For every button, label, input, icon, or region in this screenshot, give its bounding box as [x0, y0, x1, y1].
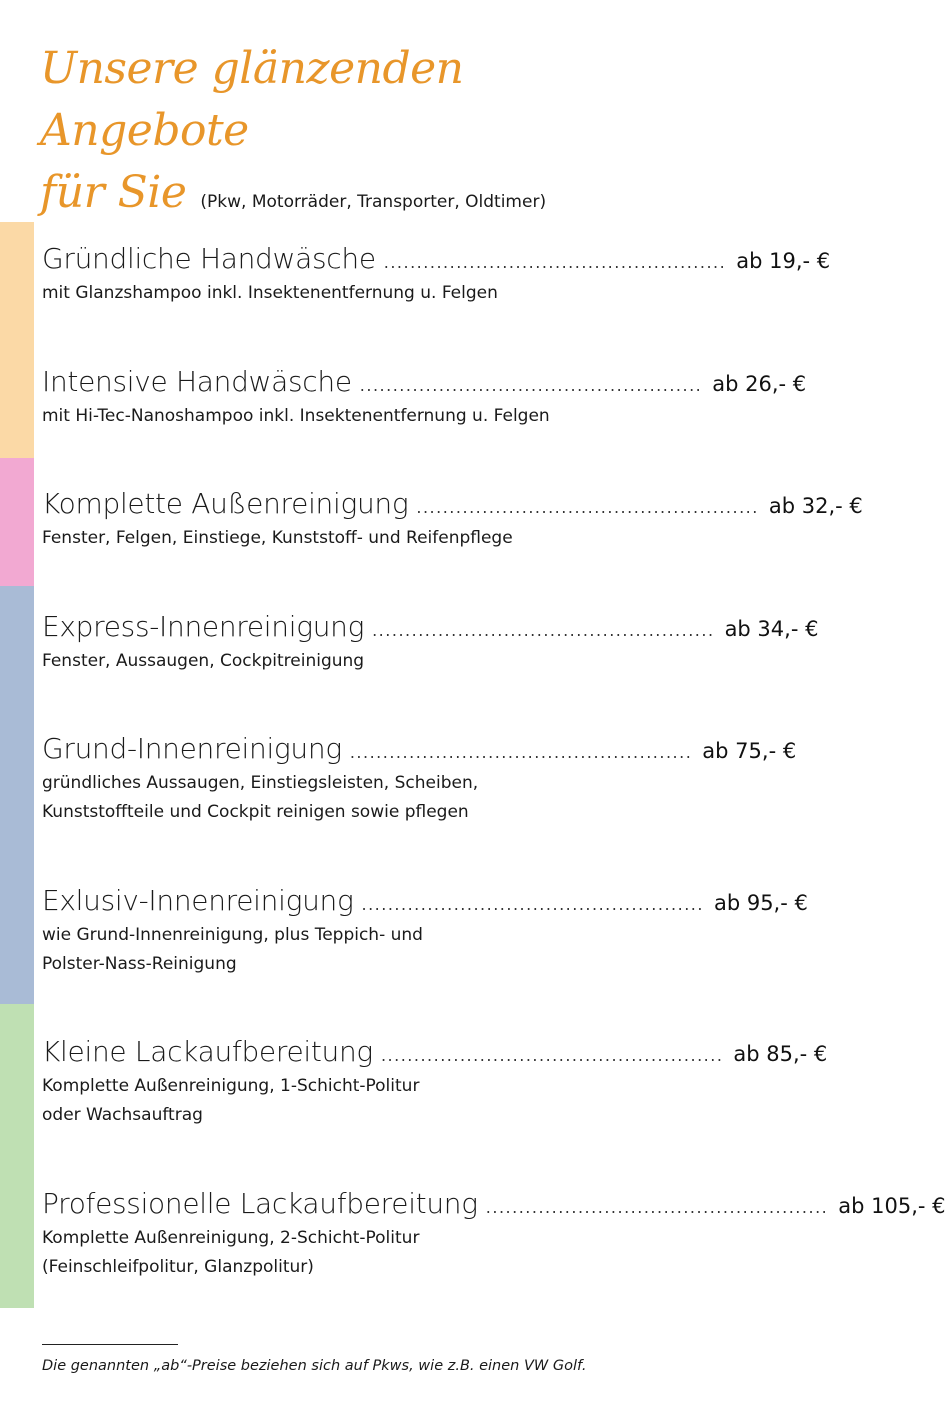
dot-leader: .................................................... — [416, 498, 759, 517]
service-item — [42, 1035, 828, 1130]
dot-leader: .................................................... — [380, 1046, 724, 1065]
title-line-2-row — [40, 162, 660, 233]
service-item — [42, 732, 797, 827]
dot-leader: .................................................... — [349, 743, 693, 762]
service-description: Fenster, Aussaugen, Cockpitreinigung — [42, 651, 365, 671]
service-item — [42, 242, 831, 308]
service-description: Komplette Außenreinigung, 2-Schicht-Politur (Feinschleifpolitur, Glanzpolitur) — [42, 1228, 420, 1277]
service-price: ab 75,- € — [702, 739, 797, 763]
service-header — [42, 365, 807, 398]
service-price: ab 26,- € — [712, 372, 807, 396]
service-description: Fenster, Felgen, Einstiege, Kunststoff- und Reifenpflege — [42, 528, 513, 548]
service-header — [42, 732, 797, 765]
color-bar-blue — [0, 586, 34, 1004]
service-name: Komplette Außenreinigung — [42, 487, 409, 520]
service-name: Grund-Innenreinigung — [42, 732, 342, 765]
page-title — [40, 38, 660, 233]
service-header — [42, 884, 808, 917]
service-price: ab 32,- € — [768, 494, 863, 518]
color-bar-pink — [0, 458, 34, 586]
service-header — [42, 1035, 828, 1068]
service-item — [42, 1187, 945, 1282]
service-description: mit Glanzshampoo inkl. Insektenentfernung u. Felgen — [42, 283, 498, 303]
footnote-divider — [42, 1344, 178, 1345]
vehicle-types-subtitle: (Pkw, Motorräder, Transporter, Oldtimer) — [200, 192, 547, 212]
service-name: Express-Innenreinigung — [42, 610, 365, 643]
dot-leader: .................................................... — [372, 621, 715, 640]
color-bar-green — [0, 1004, 34, 1308]
service-name: Intensive Handwäsche — [42, 365, 352, 398]
service-price: ab 95,- € — [713, 891, 808, 915]
service-item — [42, 365, 807, 431]
service-description: Komplette Außenreinigung, 1-Schicht-Politur oder Wachsauftrag — [42, 1076, 420, 1125]
dot-leader: .................................................... — [361, 895, 704, 914]
service-price: ab 105,- € — [838, 1194, 945, 1218]
service-item — [42, 487, 863, 553]
service-price: ab 19,- € — [736, 249, 831, 273]
title-line-1: Unsere glänzenden Angebote — [40, 43, 464, 156]
service-name: Exlusiv-Innenreinigung — [42, 884, 354, 917]
service-price: ab 85,- € — [733, 1042, 828, 1066]
title-line-2: für Sie — [40, 167, 187, 218]
service-description: wie Grund-Innenreinigung, plus Teppich- und Polster-Nass-Reinigung — [42, 925, 423, 974]
service-price: ab 34,- € — [724, 617, 819, 641]
dot-leader: .................................................... — [485, 1198, 829, 1217]
dot-leader: .................................................... — [383, 253, 727, 272]
footnote: Die genannten „ab“-Preise beziehen sich auf Pkws, wie z.B. einen VW Golf. — [42, 1358, 587, 1374]
service-description: gründliches Aussaugen, Einstiegsleisten, Scheiben, Kunststoffteile und Cockpit reinigen sowie pflegen — [42, 773, 479, 822]
dot-leader: .................................................... — [359, 376, 703, 395]
service-header — [42, 610, 819, 643]
service-header — [42, 1187, 945, 1220]
service-name: Gründliche Handwäsche — [42, 242, 376, 275]
service-header — [42, 487, 863, 520]
service-description: mit Hi-Tec-Nanoshampoo inkl. Insektenentfernung u. Felgen — [42, 406, 550, 426]
service-header — [42, 242, 831, 275]
service-item — [42, 610, 819, 676]
color-bar-orange — [0, 222, 34, 458]
service-name: Professionelle Lackaufbereitung — [42, 1187, 478, 1220]
service-name: Kleine Lackaufbereitung — [42, 1035, 373, 1068]
service-item — [42, 884, 808, 979]
